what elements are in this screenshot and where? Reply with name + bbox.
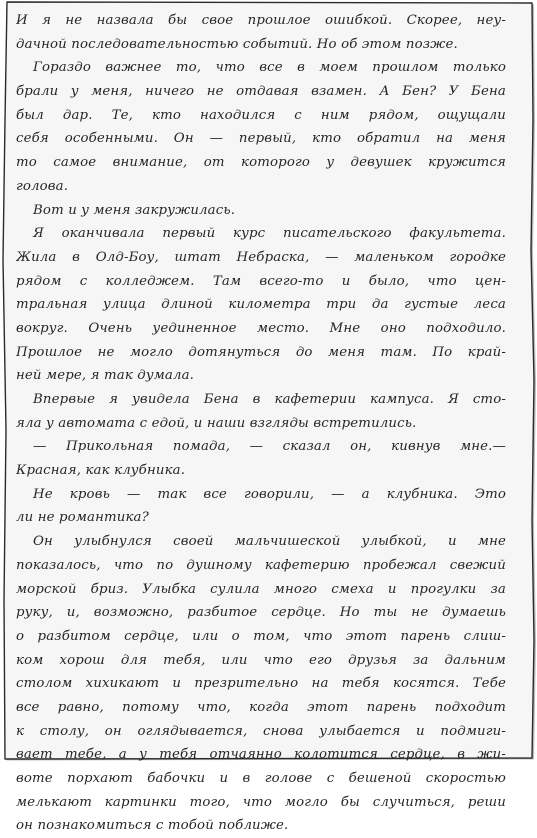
- text-line: воте порхают бабочки и в голове с бешеной скоростью: [16, 771, 506, 786]
- text-line: то самое внимание, от которого у девушек кружится: [16, 155, 506, 171]
- text-line: Не кровь — так все говорили, — а клубника. Это: [33, 486, 506, 502]
- text-line: морской бриз. Улыбка сулила много смеха и прогулки за: [16, 581, 506, 597]
- text-line: ли не романтика?: [16, 510, 149, 526]
- text-line: ком хорош для тебя, или что его друзья за дальним: [16, 652, 506, 668]
- text-line: — Прикольная помада, — сказал он, кивнув мне.—: [33, 439, 506, 455]
- text-line: брали у меня, ничего не отдавая взамен. А Бен? У Бена: [16, 84, 506, 100]
- text-line: показалось, что по душному кафетерию пробежал свежий: [16, 557, 506, 573]
- text-line: к столу, он оглядывается, снова улыбается и подмиги-: [16, 723, 506, 739]
- text-line: Прошлое не могло дотянуться до меня там. По край-: [16, 344, 506, 360]
- text-line: И я не назвала бы свое прошлое ошибкой. Скорее, неу-: [16, 13, 506, 28]
- text-line: был дар. Те, кто находился с ним рядом, ощущали: [16, 107, 506, 123]
- text-line: Красная, как клубника.: [16, 463, 186, 479]
- text-line: вокруг. Очень уединенное место. Мне оно подходило.: [16, 320, 506, 336]
- text-line: Он улыбнулся своей мальчишеской улыбкой, и мне: [33, 534, 506, 550]
- text-line: рядом с колледжем. Там всего-то и было, что цен-: [16, 273, 506, 289]
- text-line: мелькают картинки того, что могло бы случиться, реши: [16, 794, 506, 810]
- text-line: он познакомиться с тобой поближе.: [16, 818, 289, 834]
- text-line: столом хихикают и презрительно на тебя косятся. Тебе: [16, 676, 506, 692]
- text-line: о разбитом сердце, или о том, что этот парень слиш-: [16, 628, 506, 644]
- text-line: себя особенными. Он — первый, кто обратил на меня: [16, 131, 506, 147]
- text-line: голова.: [16, 178, 69, 194]
- text-line: Вот и у меня закружилась.: [33, 202, 236, 218]
- text-line: Я оканчивала первый курс писательского факультета.: [33, 226, 506, 242]
- document-body-text: [16, 9, 506, 838]
- text-line: все равно, потому что, когда этот парень подходит: [16, 699, 506, 715]
- text-line: Жила в Олд-Боу, штат Небраска, — маленьком городке: [16, 249, 506, 265]
- text-line: дачной последовательностью событий. Но об этом позже.: [16, 36, 458, 52]
- text-line: Впервые я увидела Бена в кафетерии кампуса. Я сто-: [33, 392, 506, 407]
- text-line: руку, и, возможно, разбитое сердце. Но ты не думаешь: [16, 605, 506, 621]
- text-line: яла у автомата с едой, и наши взгляды встретились.: [16, 415, 417, 431]
- text-line: тральная улица длиной километра три да густые леса: [16, 297, 506, 313]
- text-line: Гораздо важнее то, что все в моем прошлом только: [33, 60, 506, 76]
- text-line: вает тебе, а у тебя отчаянно колотится сердце, в жи-: [16, 747, 506, 763]
- text-line: ней мере, я так думала.: [16, 368, 195, 384]
